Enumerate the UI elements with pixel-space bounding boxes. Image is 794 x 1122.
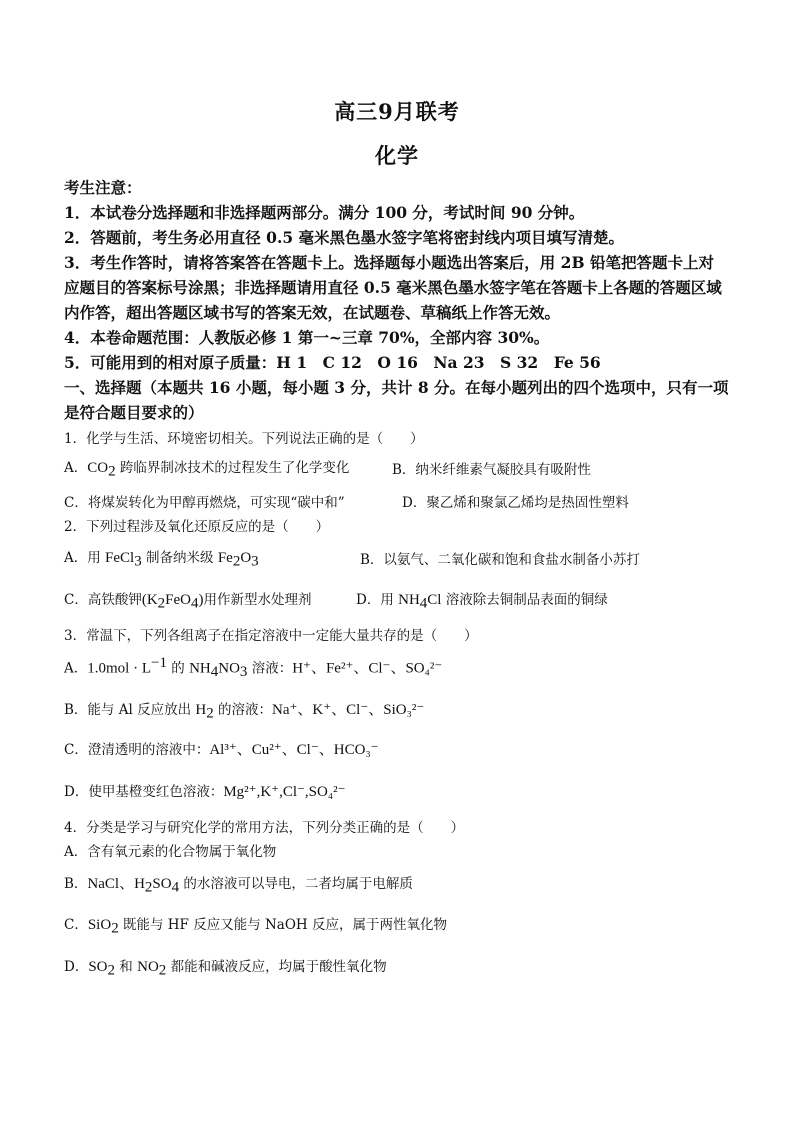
q3-a-mid: 的 [166,660,190,677]
q3-option-a [64,655,442,681]
q3-b-formula: H [195,702,207,718]
q3-b-ions: Na⁺、K⁺、Cl⁻、SiO₃²⁻ [272,702,425,718]
q3-c-prefix: C．澄清透明的溶液中： [64,742,210,758]
notice-item-4: 4．本卷命题范围：人教版必修 1 第一~三章 70%，全部内容 30%。 [64,328,550,347]
q4-d-text: 都能和碱液反应，均属于酸性氧化物 [166,959,387,975]
q2-a-formula-3: O [240,550,252,566]
q4-option-d [64,955,387,980]
q4-option-a: A．含有氧元素的化合物属于氧化物 [64,844,277,860]
q2-a-formula-1: FeCl [105,550,135,566]
q4-c-text: 既能与 HF 反应又能与 NaOH 反应，属于两性氧化物 [118,917,447,933]
q2-option-c [64,588,312,613]
q2-c-formula-3: ) [198,592,204,608]
q3-b-prefix: B．能与 Al 反应放出 [64,702,196,718]
q4-d-mid: 和 [115,959,138,975]
q2-a-sub-3: 3 [251,553,259,570]
q3-option-c [64,738,379,759]
exam-title: 高三9月联考 [334,99,460,124]
q1-option-a [64,456,349,481]
q1-a-formula: CO [87,460,109,476]
q2-a-mid: 制备纳米级 [141,550,218,566]
q4-d-sub-1: 2 [107,962,116,979]
section-heading-line-2: 是符合题目要求的） [64,403,204,422]
q2-c-prefix: C．高铁酸钾 [64,592,142,608]
section-heading-line-1: 一、选择题（本题共 16 小题，每小题 3 分，共计 8 分。在每小题列出的四个选项中，只有一项 [64,378,729,397]
q2-a-sub-2: 2 [232,553,241,570]
q3-a-formula-1: NH [189,660,211,677]
notice-item-2: 2．答题前，考生务必用直径 0.5 毫米黑色墨水签字笔将密封线内项目填写清楚。 [64,228,625,247]
q3-option-b [64,698,424,723]
q2-d-formula-2: Cl [427,592,442,608]
q3-c-ions: Al³⁺、Cu²⁺、Cl⁻、HCO₃⁻ [209,742,379,758]
q1-a-sub: 2 [108,463,116,480]
q1-option-b: B．纳米纤维素气凝胶具有吸附性 [392,462,591,478]
q2-stem: 2．下列过程涉及氧化还原反应的是（ ） [64,519,330,535]
q4-b-formula-1: NaCl、H [87,876,145,892]
q3-a-ions: H⁺、Fe²⁺、Cl⁻、SO₄²⁻ [292,660,443,677]
q4-d-prefix: D． [64,959,89,975]
notice-item-3-line-3: 内作答，超出答题区域书写的答案无效，在试题卷、草稿纸上作答无效。 [64,303,561,322]
q4-d-formula-1: SO [88,959,108,975]
q2-a-sub-1: 3 [134,553,142,570]
notice-heading: 考生注意： [64,178,142,197]
q2-option-d [356,588,608,613]
q4-stem: 4．分类是学习与研究化学的常用方法，下列分类正确的是（ ） [64,820,465,836]
q2-c-sub-1: 2 [157,595,166,612]
q2-d-text: 溶液除去铜制品表面的铜绿 [441,592,608,608]
q3-a-formula-2: NO [218,660,240,677]
notice-item-5: 5．可能用到的相对原子质量：H 1 C 12 O 16 Na 23 S 32 Fe 56 [64,353,601,372]
q1-option-d: D．聚乙烯和聚氯乙烯均是热固性塑料 [402,495,629,511]
notice-item-3-line-2: 应题目的答案标号涂黑；非选择题请用直径 0.5 毫米黑色墨水签字笔在答题卡上各题的答题区域 [64,278,722,297]
q1-stem: 1．化学与生活、环境密切相关。下列说法正确的是（ ） [64,431,424,447]
q3-a-conc: 1.0mol · L [87,660,151,677]
q2-d-sub-1: 4 [419,595,428,612]
q3-a-tail: 溶液： [247,660,293,677]
q2-a-formula-2: Fe [217,550,233,566]
q4-b-text: 的水溶液可以导电，二者均属于电解质 [179,876,413,892]
q2-d-formula-1: NH [398,592,420,608]
q1-a-text: 跨临界制冰技术的过程发生了化学变化 [115,460,350,476]
q3-a-prefix: A． [64,660,88,677]
q4-d-sub-2: 2 [158,962,167,979]
q2-c-sub-2: 4 [191,595,199,612]
q4-c-sub: 2 [111,920,119,937]
q4-b-formula-2: SO [152,876,172,892]
q4-d-formula-2: NO [137,959,159,975]
q2-c-text: 用作新型水处理剂 [203,592,312,608]
q1-a-prefix: A． [64,460,88,476]
q3-b-sub: 2 [206,705,214,722]
q4-c-prefix: C． [64,917,88,933]
q3-b-tail: 的溶液： [213,702,273,718]
q3-d-ions: Mg²⁺,K⁺,Cl⁻,SO₄²⁻ [223,784,346,800]
q4-option-b [64,872,413,897]
q4-b-prefix: B． [64,876,88,892]
q3-d-prefix: D．使甲基橙变红色溶液： [64,784,224,800]
notice-item-1: 1．本试卷分选择题和非选择题两部分。满分 100 分，考试时间 90 分钟。 [64,203,585,222]
q4-c-formula: SiO [87,917,112,933]
q2-option-b: B．以氨气、二氧化碳和饱和食盐水制备小苏打 [360,552,640,568]
q2-c-formula-2: FeO [165,592,192,608]
q3-option-d [64,780,346,801]
q4-option-c [64,913,447,938]
q4-b-sub-1: 2 [144,879,153,896]
q3-stem: 3．常温下，下列各组离子在指定溶液中一定能大量共存的是（ ） [64,628,478,644]
notice-item-3-line-1: 3．考生作答时，请将答案答在答题卡上。选择题每小题选出答案后，用 2B 铅笔把答题卡上对 [64,253,714,272]
q4-b-sub-2: 4 [171,879,180,896]
exam-subject: 化学 [375,143,419,168]
q3-a-sub-2: 3 [239,664,248,681]
q2-d-prefix: D．用 [356,592,399,608]
q2-option-a [64,546,259,571]
q1-option-c: C．将煤炭转化为甲醇再燃烧，可实现“碳中和” [64,495,345,511]
q3-a-conc-sup: −1 [151,655,167,671]
q2-a-prefix: A．用 [64,550,106,566]
q3-a-sub-1: 4 [210,664,219,681]
q2-c-formula-1: (K [141,592,158,608]
